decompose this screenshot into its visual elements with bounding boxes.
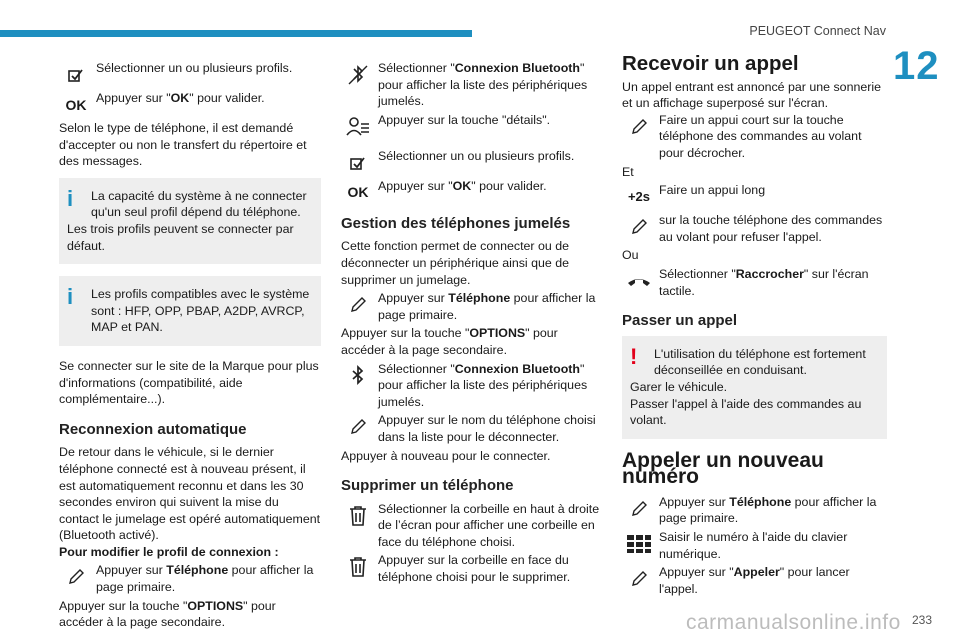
step-text: Sélectionner "Connexion Bluetooth" pour afficher la liste des périphériques jumelés. [378,61,588,109]
step-trash-delete [341,552,603,585]
keypad-icon [622,529,656,559]
step-text: Sélectionner un ou plusieurs profils. [96,61,293,75]
step-select-profiles [341,148,603,176]
paragraph-bold: Pour modifier le profil de connexion : [59,544,279,559]
column-3 [622,52,887,599]
paragraph: Et [622,164,634,179]
heading-gestion: Gestion des téléphones jumelés [341,214,571,232]
step-raccrocher [622,266,887,299]
step-appeler [622,564,887,597]
pencil-icon [622,212,656,242]
trash-icon [341,552,375,582]
info-icon: i [67,284,74,310]
checkbox-icon [341,148,375,178]
step-text: Appuyer sur "OK" pour valider. [96,91,265,105]
step-text: Appuyer sur Téléphone pour afficher la page primaire. [378,291,596,322]
step-text: Appuyer sur la corbeille en face du téléphone choisi pour le supprimer. [378,553,571,585]
pencil-icon [622,564,656,594]
paragraph: Un appel entrant est annoncé par une sonnerie et un affichage superposé sur l'écran. [622,79,882,111]
paragraph: Appuyer sur la touche "OPTIONS" pour accéder à la page secondaire. [341,326,558,357]
step-short-press [622,112,887,162]
column-2 [341,60,603,588]
column-1 [59,60,321,639]
step-text: Sélectionner "Raccrocher" sur l'écran tactile. [659,266,869,298]
step-telephone [59,562,321,595]
bluetooth-icon [341,361,375,391]
pencil-icon [341,412,375,442]
checkbox-icon [59,60,93,90]
step-keypad [622,529,887,562]
ok-icon: OK [65,96,87,113]
step-text: Appuyer sur "Appeler" pour lancer l'appel. [659,565,850,596]
step-text: Appuyer sur Téléphone pour afficher la page primaire. [659,494,877,526]
paragraph: Selon le type de téléphone, il est demandé d'accepter ou non le transfert du répertoire et des messages. [59,121,307,169]
heading-recevoir: Recevoir un appel [622,52,799,75]
heading-passer: Passer un appel [622,312,738,330]
step-disconnect [341,412,603,445]
pencil-icon [622,494,656,524]
two-second-icon: +2s [627,188,651,204]
paragraph: Cette fonction permet de connecter ou de déconnecter un périphérique ainsi que de supprimer un jumelage. [341,239,570,287]
heading-appeler: Appeler un nouveau numéro [622,448,824,489]
bluetooth-icon [341,60,375,90]
step-refuse [622,212,887,245]
step-text: Appuyer sur le nom du téléphone choisi dans la liste pour le déconnecter. [378,413,596,444]
step-text: Appuyer sur Téléphone pour afficher la page primaire. [96,563,314,595]
step-text: sur la touche téléphone des commandes au volant pour refuser l'appel. [659,213,883,244]
paragraph: Ou [622,248,639,263]
step-details [341,112,603,140]
step-text: Sélectionner un ou plusieurs profils. [378,148,575,163]
watermark: carmanualsonline.info [686,611,901,634]
step-trash-select [341,501,603,551]
note-text: Garer le véhicule. [630,379,728,394]
info-note-2 [59,276,321,346]
paragraph: Appuyer sur la touche "OPTIONS" pour accéder à la page secondaire. [59,598,276,630]
paragraph: Appuyer à nouveau pour le connecter. [341,448,551,463]
info-icon: i [67,185,74,211]
paragraph: De retour dans le véhicule, si le dernier téléphone connecté est à nouveau présent, il est automatiquement reconnu et dans les 30 secondes environ qui suivent la mise du contact le jumelage est opéré automatiquement (Bluetooth activé). [59,445,321,543]
heading-reconnexion: Reconnexion automatique [59,420,247,438]
step-text: Faire un appui long [659,183,766,198]
details-icon [341,112,375,142]
heading-supprimer: Supprimer un téléphone [341,477,514,495]
step-telephone [341,290,603,323]
note-text: L'utilisation du téléphone est fortement déconseillée en conduisant. [654,346,866,378]
step-connexion-bluetooth [341,60,603,110]
note-text: Passer l'appel à l'aide des commandes au volant. [630,396,862,428]
ok-icon: OK [347,184,369,201]
warning-icon: ! [630,343,638,369]
pencil-icon [341,290,375,320]
step-text: Sélectionner "Connexion Bluetooth" pour afficher la liste des périphériques jumelés. [378,361,588,409]
step-connexion-bluetooth-2 [341,361,603,411]
page-number: 233 [912,613,933,627]
pencil-icon [59,562,93,592]
note-text: Les profils compatibles avec le système sont : HFP, OPP, PBAP, A2DP, AVRCP, MAP et PAN. [91,287,310,335]
trash-icon [341,501,375,531]
step-select-profiles [59,60,321,88]
header-accent-bar [0,30,472,37]
pencil-icon [622,112,656,142]
note-text: Les trois profils peuvent se connecter par défaut. [67,221,294,253]
page-header-title: PEUGEOT Connect Nav [749,24,886,38]
chapter-number: 12 [893,44,940,88]
hang-up-icon [622,266,656,296]
note-text: La capacité du système à ne connecter qu'un seul profil dépend du téléphone. [91,188,307,220]
step-text: Appuyer sur "OK" pour valider. [378,178,547,193]
paragraph: Se connecter sur le site de la Marque pour plus d'informations (compatibilité, aide complémentaire...). [59,358,319,407]
step-ok [341,178,603,206]
step-long-press [622,182,887,210]
info-note-1 [59,178,321,264]
step-ok [59,90,321,118]
step-text: Appuyer sur la touche "détails". [378,112,551,127]
step-text: Saisir le numéro à l'aide du clavier numérique. [659,530,848,561]
step-text: Faire un appui court sur la touche téléphone des commandes au volant pour décrocher. [659,112,862,160]
step-text: Sélectionner la corbeille en haut à droite de l’écran pour afficher une corbeille en face du téléphone choisi. [378,501,600,549]
warning-note [622,336,887,439]
step-telephone [622,494,887,527]
